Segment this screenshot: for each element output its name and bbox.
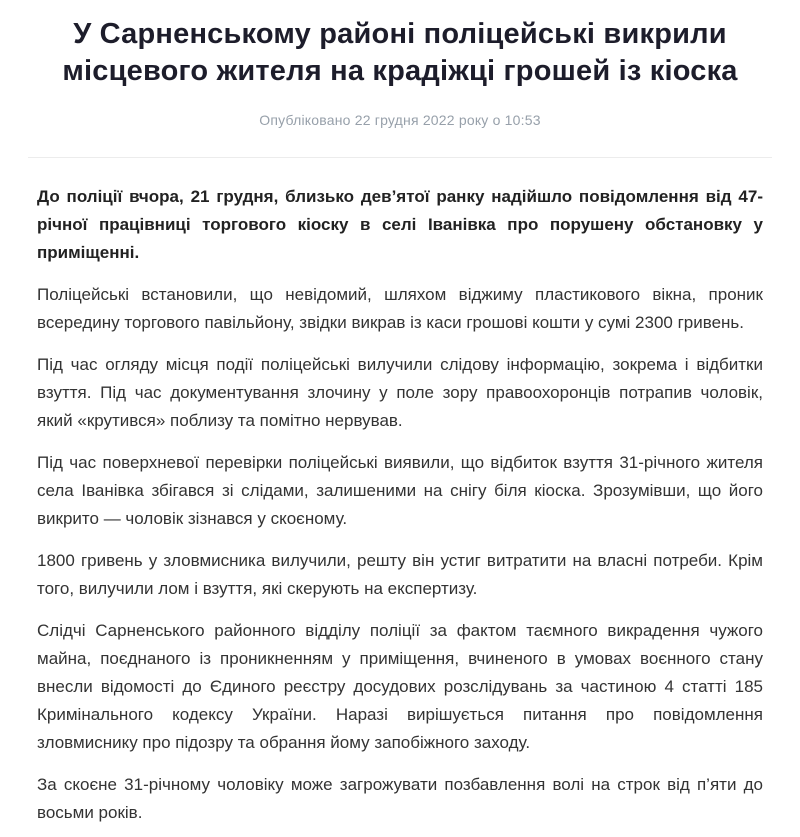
- paragraph: Слідчі Сарненського районного відділу поліції за фактом таємного викрадення чужого майна, поєднаного із проникненням у приміщення, вчиненого в умовах воєнного стану внесли відомості до Єдиного реєстру досудових розслідувань за частиною 4 статті 185 Кримінального кодексу України. Наразі вирішується питання про повідомлення зловмиснику про підозру та обрання йому запобіжного заходу.: [37, 621, 763, 752]
- publish-date: Опубліковано 22 грудня 2022 року о 10:53: [259, 112, 541, 128]
- paragraph-lead: До поліції вчора, 21 грудня, близько дев’ятої ранку надійшло повідомлення від 47-річної працівниці торгового кіоску в селі Іванівка про порушену обстановку у приміщенні.: [37, 187, 763, 262]
- paragraph: Під час огляду місця події поліцейські вилучили слідову інформацію, зокрема і відбитки взуття. Під час документування злочину у поле зору правоохоронців потрапив чоловік, який «крутився» поблизу та помітно нервував.: [37, 355, 763, 430]
- paragraph: 1800 гривень у зловмисника вилучили, решту він устиг витратити на власні потреби. Крім того, вилучили лом і взуття, які скерують на експертизу.: [37, 551, 763, 598]
- paragraph: Під час поверхневої перевірки поліцейські виявили, що відбиток взуття 31-річного жителя села Іванівка збігався зі слідами, залишеними на снігу біля кіоска. Зрозумівши, що його викрито — чоловік зізнався у скоєному.: [37, 453, 763, 528]
- article-title: У Сарненському районі поліцейські викрили місцевого жителя на крадіжці грошей із кіоска: [62, 18, 738, 87]
- news-article: [37, 16, 763, 827]
- paragraph: За скоєне 31-річному чоловіку може загрожувати позбавлення волі на строк від п’яти до восьми років.: [37, 775, 763, 822]
- paragraph: Поліцейські встановили, що невідомий, шляхом віджиму пластикового вікна, проник всередину торгового павільйону, звідки викрав із каси грошові кошти у сумі 2300 гривень.: [37, 285, 763, 332]
- title-divider: [28, 157, 772, 158]
- article-body: [37, 183, 763, 827]
